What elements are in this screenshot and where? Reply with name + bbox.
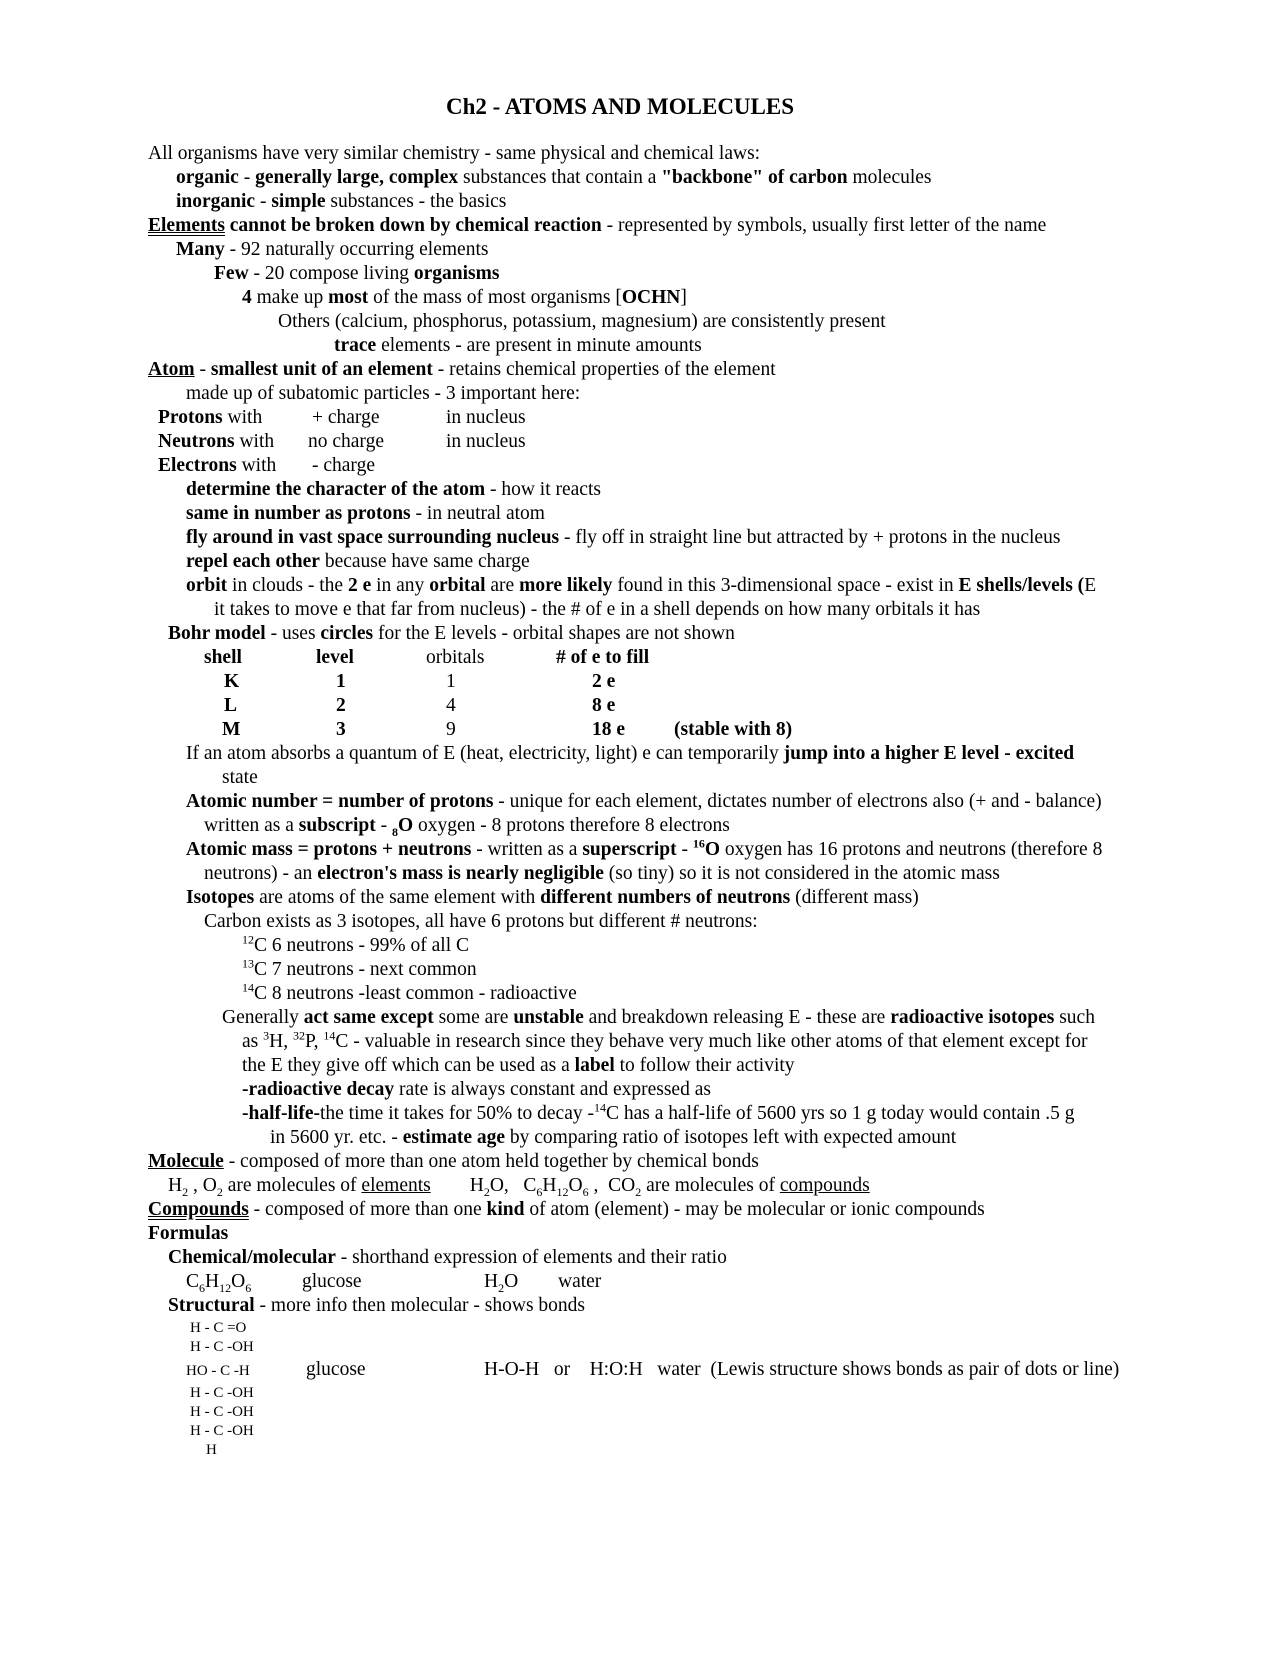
many-line: Many - 92 naturally occurring elements bbox=[176, 239, 489, 260]
bohr-header-orbitals: orbitals bbox=[426, 647, 485, 668]
glucose-structure-line: H - C -OH bbox=[190, 1339, 254, 1355]
glucose-structure-line: H - C -OH bbox=[190, 1423, 254, 1439]
atomic-mass-line: Atomic mass = protons + neutrons - written as a superscript - $^{16}$O oxygen has 16 protons and neutrons (therefore 8 bbox=[186, 836, 1103, 860]
subatomic-line: made up of subatomic particles - 3 important here: bbox=[186, 383, 581, 404]
bohr-orbitals: 9 bbox=[446, 719, 456, 740]
atom-line: Atom - smallest unit of an element - retains chemical properties of the element bbox=[148, 359, 776, 380]
isotopes-line: Isotopes are atoms of the same element with different numbers of neutrons (different mass) bbox=[186, 887, 919, 908]
bohr-header-fill: # of e to fill bbox=[556, 647, 650, 668]
chemical-line: Chemical/molecular - shorthand expression of elements and their ratio bbox=[168, 1247, 727, 1268]
isotope-item: $^{12}$C 6 neutrons - 99% of all C bbox=[242, 932, 470, 956]
trace-line: trace elements - are present in minute amounts bbox=[334, 335, 702, 356]
generally-line: the E they give off which can be used as a label to follow their activity bbox=[242, 1055, 795, 1076]
particle-charge: no charge bbox=[308, 431, 384, 452]
glucose-structure-line: H - C -OH bbox=[190, 1404, 254, 1420]
particle-location: in nucleus bbox=[446, 431, 526, 452]
water-label: water bbox=[558, 1271, 602, 1292]
elements-line: Elements cannot be broken down by chemical reaction - represented by symbols, usually first letter of the name bbox=[148, 215, 1047, 236]
electron-line: orbit in clouds - the 2 e in any orbital are more likely found in this 3-dimensional space - exist in E shells/levels (E bbox=[186, 575, 1097, 596]
few-line: Few - 20 compose living organisms bbox=[214, 263, 500, 284]
bohr-level: 2 bbox=[336, 695, 346, 716]
glucose-structure-label: glucose bbox=[306, 1359, 366, 1380]
glucose-structure-line: HO - C -H bbox=[186, 1363, 250, 1379]
electron-line: it takes to move e that far from nucleus) - the # of e in a shell depends on how many orbitals it has bbox=[214, 599, 981, 620]
glucose-label: glucose bbox=[302, 1271, 362, 1292]
bohr-shell: M bbox=[222, 719, 241, 740]
particle-charge: + charge bbox=[312, 407, 380, 428]
four-line: 4 make up most of the mass of most organisms [OCHN] bbox=[242, 287, 687, 308]
generally-line: Generally act same except some are unstable and breakdown releasing E - these are radioactive isotopes such bbox=[222, 1007, 1095, 1028]
electron-line: repel each other because have same charge bbox=[186, 551, 530, 572]
bohr-level: 3 bbox=[336, 719, 346, 740]
particle-name: Protons with bbox=[158, 407, 263, 428]
water-formula: $H_2O$ bbox=[484, 1271, 519, 1295]
excited-line: If an atom absorbs a quantum of E (heat, electricity, light) e can temporarily jump into a higher E level - excited bbox=[186, 743, 1075, 764]
half-life-line: in 5600 yr. etc. - estimate age by comparing ratio of isotopes left with expected amount bbox=[270, 1127, 957, 1148]
inorganic-line: inorganic - simple substances - the basics bbox=[176, 191, 507, 212]
particle-name: Electrons with bbox=[158, 455, 277, 476]
isotope-item: $^{13}$C 7 neutrons - next common bbox=[242, 956, 477, 980]
bohr-orbitals: 1 bbox=[446, 671, 456, 692]
isotope-item: $^{14}$C 8 neutrons -least common - radioactive bbox=[242, 980, 577, 1004]
glucose-formula: $C_6H_{12}O_6$ bbox=[186, 1271, 252, 1295]
excited-line: state bbox=[222, 767, 258, 788]
decay-line: -radioactive decay rate is always constant and expressed as bbox=[242, 1079, 711, 1100]
electron-line: same in number as protons - in neutral atom bbox=[186, 503, 545, 524]
atomic-number-line: written as a subscript - $_8$O oxygen - 8 protons therefore 8 electrons bbox=[204, 815, 730, 839]
bohr-shell: L bbox=[224, 695, 238, 716]
generally-line: as $^3$H, $^{32}$P, $^{14}$C - valuable in research since they behave very much like other atoms of that element except for bbox=[242, 1028, 1088, 1052]
electron-line: determine the character of the atom - how it reacts bbox=[186, 479, 601, 500]
others-line: Others (calcium, phosphorus, potassium, magnesium) are consistently present bbox=[278, 311, 886, 332]
bohr-header-level: level bbox=[316, 647, 354, 668]
page-title: Ch2 - ATOMS AND MOLECULES bbox=[445, 94, 795, 119]
organic-line: organic - generally large, complex substances that contain a "backbone" of carbon molecules bbox=[176, 167, 932, 188]
bohr-orbitals: 4 bbox=[446, 695, 456, 716]
molecule-examples: $H_2$ , $O_2$ are molecules of elements $H_2O$, $C_6H_{12}O_6$ , $CO_2$ are molecules of compounds bbox=[168, 1175, 870, 1199]
water-structure: H-O-H or H:O:H water (Lewis structure shows bonds as pair of dots or line) bbox=[484, 1359, 1120, 1380]
bohr-fill: 18 e bbox=[592, 719, 626, 740]
bohr-note: (stable with 8) bbox=[674, 719, 793, 740]
bohr-fill: 8 e bbox=[592, 695, 616, 716]
particle-charge: - charge bbox=[312, 455, 375, 476]
compounds-line: Compounds - composed of more than one kind of atom (element) - may be molecular or ionic compounds bbox=[148, 1199, 985, 1220]
bohr-line: Bohr model - uses circles for the E levels - orbital shapes are not shown bbox=[168, 623, 735, 644]
glucose-structure-line: H - C =O bbox=[190, 1320, 247, 1336]
intro-line: All organisms have very similar chemistry - same physical and chemical laws: bbox=[148, 143, 761, 164]
electron-line: fly around in vast space surrounding nucleus - fly off in straight line but attracted by + protons in the nucleus bbox=[186, 527, 1061, 548]
particle-location: in nucleus bbox=[446, 407, 526, 428]
carbon-line: Carbon exists as 3 isotopes, all have 6 protons but different # neutrons: bbox=[204, 911, 758, 932]
atomic-mass-line: neutrons) - an electron's mass is nearly negligible (so tiny) so it is not considered in the atomic mass bbox=[204, 863, 1000, 884]
formulas-heading: Formulas bbox=[148, 1223, 229, 1244]
glucose-structure-line: H - C -OH bbox=[190, 1385, 254, 1401]
atomic-number-line: Atomic number = number of protons - unique for each element, dictates number of electrons also (+ and - balance) bbox=[186, 791, 1102, 812]
particle-name: Neutrons with bbox=[158, 431, 275, 452]
bohr-shell: K bbox=[224, 671, 240, 692]
bohr-header-shell: shell bbox=[204, 647, 242, 668]
glucose-structure-line: H bbox=[206, 1442, 217, 1458]
bohr-fill: 2 e bbox=[592, 671, 616, 692]
structural-line: Structural - more info then molecular - shows bonds bbox=[168, 1295, 586, 1316]
half-life-line: -half-life-the time it takes for 50% to decay -$^{14}$C has a half-life of 5600 yrs so 1 g today would contain .5 g bbox=[242, 1100, 1075, 1124]
bohr-level: 1 bbox=[336, 671, 346, 692]
molecule-line: Molecule - composed of more than one atom held together by chemical bonds bbox=[148, 1151, 759, 1172]
